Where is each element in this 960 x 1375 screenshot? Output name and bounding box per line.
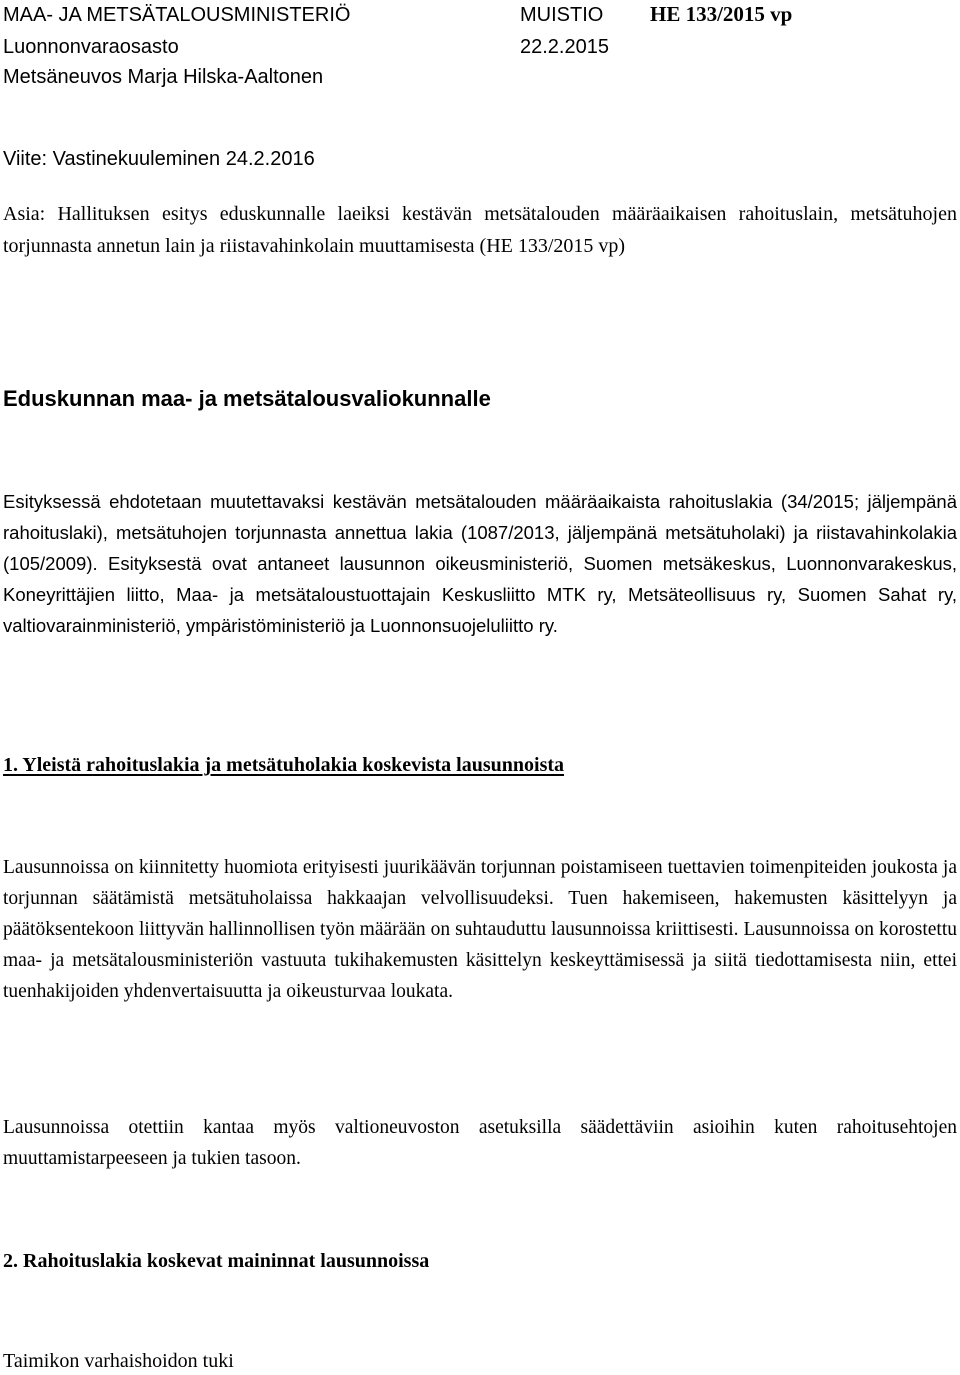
ministry-name: MAA- JA METSÄTALOUSMINISTERIÖ [3,4,351,26]
subsection-heading: Taimikon varhaishoidon tuki [3,1350,234,1372]
document-id: HE 133/2015 vp [650,2,793,26]
document-type: MUISTIO [520,4,604,26]
recipient-heading: Eduskunnan maa- ja metsätalousvaliokunnalle [3,386,491,411]
section-2-heading: 2. Rahoituslakia koskevat maininnat lausunnoissa [3,1250,430,1272]
document-date: 22.2.2015 [520,36,609,58]
section-1-paragraph-1: Lausunnoissa on kiinnitetty huomiota erityisesti juurikäävän torjunnan poistamiseen tuettavien toimenpiteiden joukosta ja torjunnan säätämistä metsätuholaissa hakkaajan velvollisuudeksi. Tuen hakemiseen, hakemusten käsittelyyn ja päätöksentekoon liittyvän hallinnollisen työn määrään on suhtauduttu lausunnoissa kriittisesti. Lausunnoissa on korostettu maa- ja metsätalousministeriön vastuuta tukihakemusten käsittelyn keskeyttämisessä ja siitä tiedottamisesta niin, ettei tuenhakijoiden yhdenvertaisuutta ja oikeusturvaa loukata. [3,857,957,1002]
reference-line: Viite: Vastinekuuleminen 24.2.2016 [3,148,315,170]
intro-paragraph: Esityksessä ehdotetaan muutettavaksi kestävän metsätalouden määräaikaista rahoituslakia (34/2015; jäljempänä rahoituslaki), metsätuhojen torjunnasta annettua lakia (1087/2013, jäljempänä metsätuholaki) ja riistavahinkolakia (105/2009). Esityksestä ovat antaneet lausunnon oikeusministeriö, Suomen metsäkeskus, Luonnonvarakeskus, Koneyrittäjien liitto, Maa- ja metsätaloustuottajain Keskusliitto MTK ry, Metsäteollisuus ry, Suomen Sahat ry, valtiovarainministeriö, ympäristöministeriö ja Luonnonsuojeluliitto ry. [3,491,957,636]
section-1-heading: 1. Yleistä rahoituslakia ja metsätuholakia koskevista lausunnoista [3,754,565,776]
section-1-paragraph-2: Lausunnoissa otettiin kantaa myös valtioneuvoston asetuksilla säädettäviin asioihin kuten rahoitusehtojen muuttamistarpeeseen ja tukien tasoon. [3,1117,957,1169]
author-name: Metsäneuvos Marja Hilska-Aaltonen [3,66,324,88]
department-name: Luonnonvaraosasto [3,36,179,58]
subject-paragraph: Asia: Hallituksen esitys eduskunnalle laeiksi kestävän metsätalouden määräaikaisen rahoituslain, metsätuhojen torjunnasta annetun lain ja riistavahinkolain muuttamisesta (HE 133/2015 vp) [3,203,957,257]
